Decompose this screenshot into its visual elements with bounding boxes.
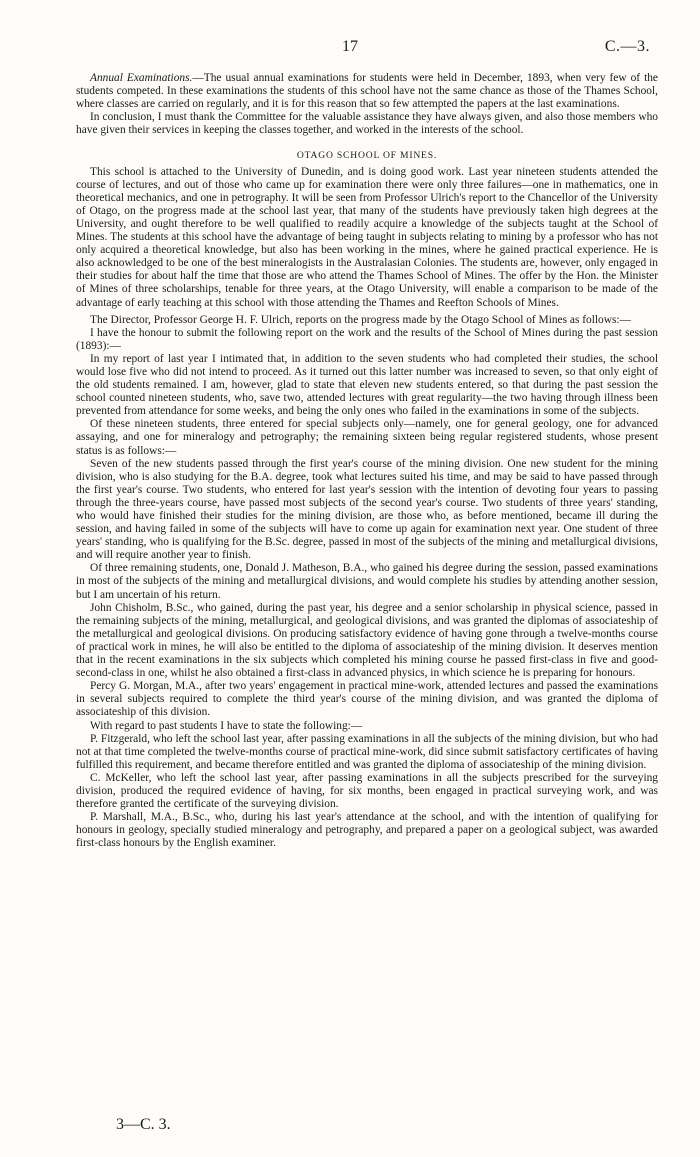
footer-signature: 3—C. 3.: [116, 1116, 171, 1133]
paragraph: With regard to past students I have to state the following:—: [90, 719, 363, 732]
paragraph: Seven of the new students passed through the first year's course of the mining division. One new student for the mining division, who is also studying for the B.A. degree, took what lectures suited his time, and may be said to have passed through the first year's course. Two students, who entered for last year's session with the intention of devoting four years to passing through the three-years course, have passed most subjects of the second year's course. Two students of three years' standing, who would have finished their studies for the mining division, are those who, as before mentioned, became ill during the session, and having failed in some of the subjects will have to come up again for examination next year. One student of three years' standing, who is qualifying for the B.Sc. degree, passed in most of the subjects of the mining and metallurgical divisions, and will require another year to finish.: [76, 457, 658, 562]
paragraph: C. McKeller, who left the school last year, after passing examinations in all the subjects prescribed for the surveying division, produced the required evidence of having, for six months, been engaged in practical surveying work, and was therefore granted the certificate of the surveying division.: [76, 771, 658, 811]
lead-label: Annual Examinations.: [90, 72, 193, 84]
document-reference: C.—3.: [604, 38, 650, 55]
paragraph: The Director, Professor George H. F. Ulrich, reports on the progress made by the Otago School of Mines as follows:—: [90, 313, 631, 326]
paragraph: I have the honour to submit the following report on the work and the results of the School of Mines during the past session (1893):—: [76, 326, 658, 352]
paragraph: In my report of last year I intimated that, in addition to the seven students who had completed their studies, the school would lose five who did not intend to proceed. As it turned out this latter number was increased to seven, so that only eight of the old students remained. I am, however, glad to state that eleven new students entered, so that during the past session the school counted nineteen students, who, save two, attended lectures with great regularity—the two having through illness been prevented from attendance for some weeks, and being the only ones who failed in the examinations in some of the subjects.: [76, 352, 658, 418]
paragraph: Percy G. Morgan, M.A., after two years' engagement in practical mine-work, attended lectures and passed the examinations in several subjects required to complete the third year's course of the mining division, and was granted the diploma of associateship of this division.: [76, 680, 658, 719]
document-body: [76, 72, 658, 850]
section-heading: OTAGO SCHOOL OF MINES.: [296, 150, 438, 162]
page-number: 17: [342, 38, 358, 55]
paragraph-text: —The usual annual examinations for students were held in December, 1893, when very few of the students competed. In these examinations the students of this school have not the same chance as those of the Thames School, where classes are carried on regularly, and it is for this reason that so few attempted the papers at the last examinations.: [76, 72, 658, 111]
paragraph: John Chisholm, B.Sc., who gained, during the past year, his degree and a senior scholarship in physical science, passed in the remaining subjects of the mining, metallurgical, and geological divisions, and was granted the diplomas of associateship of the metallurgical and geological divisions. On producing satisfactory evidence of having gone through a twelve-months course of practical work in mines, he will also be entitled to the diploma of associateship of the mining division. It deserves mention that in the recent examinations in the six subjects which completed his mining course he passed first-class in five and good-second-class in one, whilst he also obtained a first-class in advanced physics, in which science he is preparing for honours.: [76, 601, 658, 680]
paragraph: Of three remaining students, one, Donald J. Matheson, B.A., who gained his degree during the session, passed examinations in most of the subjects of the mining and metallurgical divisions, and would complete his studies by attending another session, but I am uncertain of his return.: [76, 562, 658, 601]
paragraph: This school is attached to the University of Dunedin, and is doing good work. Last year nineteen students attended the course of lectures, and out of those who came up for examination there were only three failures—one in mathematics, one in theoretical mechanics, and one in petrography. It will be seen from Professor Ulrich's report to the Chancellor of the University of Otago, on the progress made at the school last year, that many of the students have previously taken high degrees at the University, and ought therefore to be well qualified to readily acquire a knowledge of the subjects taught at the School of Mines. The students at this school have the advantage of being taught in subjects relating to mining by a professor who has not only acquired a theoretical knowledge, but also has been working in the mines, where he gained practical experience. He is also acknowledged to be one of the best mineralogists in the Australasian Colonies. The students are, however, only engaged in their studies for about half the time that those are who attend the Thames School of Mines. The offer by the Hon. the Minister of Mines of three scholarships, tenable for three years, at the Otago University, will enable a comparison to be made of the advantage of early teaching at this school with those attending the Thames and Reefton Schools of Mines.: [76, 165, 658, 309]
paragraph-annual-examinations: [76, 72, 658, 111]
paragraph: Of these nineteen students, three entered for special subjects only—namely, one for general geology, one for advanced assaying, and one for mineralogy and petrography; the remaining sixteen being regular registered students, whose present status is as follows:—: [76, 418, 658, 457]
paragraph: P. Fitzgerald, who left the school last year, after passing examinations in all the subjects of the mining division, but who had not at that time completed the twelve-months course of practical mine-work, did since submit satisfactory certificates of having fulfilled this requirement, and became therefore entitled and was granted the diploma of associateship of the mining division.: [76, 732, 658, 771]
paragraph-conclusion: In conclusion, I must thank the Committee for the valuable assistance they have always given, and also those members who have given their services in keeping the classes together, and worked in the interests of the school.: [76, 111, 658, 137]
paragraph: P. Marshall, M.A., B.Sc., who, during his last year's attendance at the school, and with the intention of qualifying for honours in geology, specially studied mineralogy and petrography, and prepared a paper on a geological subject, was awarded first-class honours by the English examiner.: [76, 811, 658, 850]
